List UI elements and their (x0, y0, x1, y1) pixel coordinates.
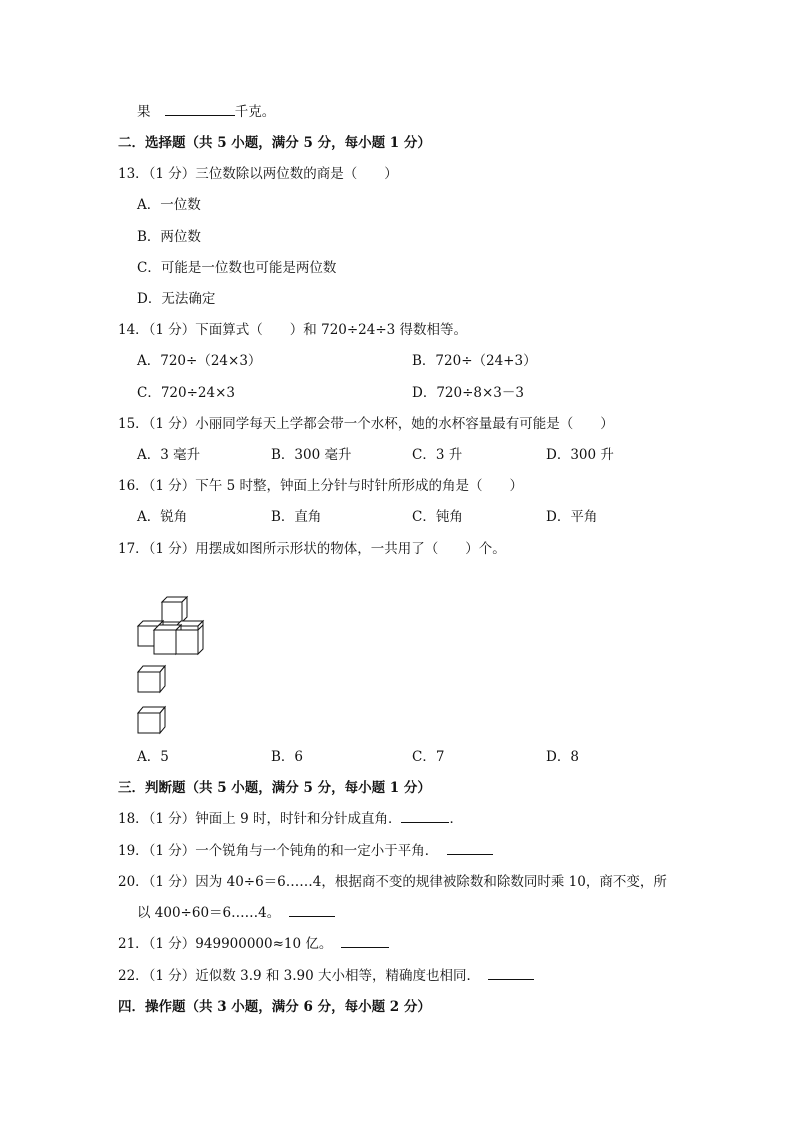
question-16-stem: 16．（1 分）下午 5 时整，钟面上分针与时针所形成的角是（ ） (118, 478, 523, 494)
question-14-stem: 14．（1 分）下面算式（ ）和 720÷24÷3 得数相等。 (118, 322, 468, 338)
q13-option-d[interactable]: D．无法确定 (137, 291, 216, 307)
answer-blank[interactable] (401, 810, 449, 823)
q16-option-b[interactable]: B．直角 (271, 509, 322, 525)
question-18-end: ． (449, 811, 463, 827)
answer-blank[interactable] (447, 842, 493, 855)
q15-option-a[interactable]: A．3 毫升 (137, 447, 201, 463)
q16-option-a[interactable]: A．锐角 (137, 509, 188, 525)
answer-blank[interactable] (488, 967, 534, 980)
question-21 (118, 935, 389, 953)
cube-single-1 (138, 666, 165, 692)
q14-option-d[interactable]: D．720÷8×3－3 (412, 385, 524, 401)
answer-blank[interactable] (341, 935, 389, 948)
carry-over-line (137, 103, 275, 121)
question-15-stem: 15．（1 分）小丽同学每天上学都会带一个水杯，她的水杯容量最有可能是（ ） (118, 416, 614, 432)
q14-option-b[interactable]: B．720÷（24+3） (412, 353, 537, 369)
question-19-stem: 19．（1 分）一个锐角与一个钝角的和一定小于平角． (118, 843, 439, 859)
section-title-operation: 四．操作题（共 3 小题，满分 6 分，每小题 2 分） (118, 999, 431, 1015)
section-title-choice: 二．选择题（共 5 小题，满分 5 分，每小题 1 分） (118, 135, 431, 151)
cube-single-2 (138, 707, 165, 733)
carry-over-prefix: 果 (137, 104, 151, 120)
question-20-stem-end: 以 400÷60＝6……4。 (137, 905, 281, 921)
q17-option-c[interactable]: C．7 (412, 749, 445, 765)
q13-option-b[interactable]: B．两位数 (137, 229, 201, 245)
q15-option-b[interactable]: B．300 毫升 (271, 447, 352, 463)
q16-option-c[interactable]: C．钝角 (412, 509, 463, 525)
question-18-stem: 18．（1 分）钟面上 9 时，时针和分针成直角． (118, 811, 402, 827)
question-17-stem: 17．（1 分）用摆成如图所示形状的物体，一共用了（ ）个。 (118, 541, 506, 557)
question-18 (118, 810, 463, 828)
q17-option-b[interactable]: B．6 (271, 749, 304, 765)
carry-over-suffix: 千克。 (234, 104, 276, 120)
cube-views-figure (134, 592, 224, 742)
question-20-line1: 20．（1 分）因为 40÷6＝6……4，根据商不变的规律被除数和除数同时乘 10，商不变，所 (118, 874, 667, 890)
question-22 (118, 967, 534, 985)
q15-option-d[interactable]: D．300 升 (546, 447, 614, 463)
answer-blank[interactable] (165, 103, 235, 116)
answer-blank[interactable] (289, 904, 335, 917)
cube-top-stack (162, 597, 187, 622)
question-21-stem: 21．（1 分）949900000≈10 亿。 (118, 936, 333, 952)
q17-option-a[interactable]: A．5 (137, 749, 169, 765)
q13-option-c[interactable]: C．可能是一位数也可能是两位数 (137, 260, 337, 276)
q14-option-a[interactable]: A．720÷（24×3） (137, 353, 262, 369)
q15-option-c[interactable]: C．3 升 (412, 447, 463, 463)
question-19 (118, 842, 493, 860)
q13-option-a[interactable]: A．一位数 (137, 197, 201, 213)
section-title-judgement: 三．判断题（共 5 小题，满分 5 分，每小题 1 分） (118, 780, 431, 796)
q17-option-d[interactable]: D．8 (546, 749, 579, 765)
question-22-stem: 22．（1 分）近似数 3.9 和 3.90 大小相等，精确度也相同． (118, 968, 481, 984)
q14-option-c[interactable]: C．720÷24×3 (137, 385, 235, 401)
q16-option-d[interactable]: D．平角 (546, 509, 598, 525)
question-20-line2 (137, 904, 335, 922)
question-13-stem: 13．（1 分）三位数除以两位数的商是（ ） (118, 166, 398, 182)
